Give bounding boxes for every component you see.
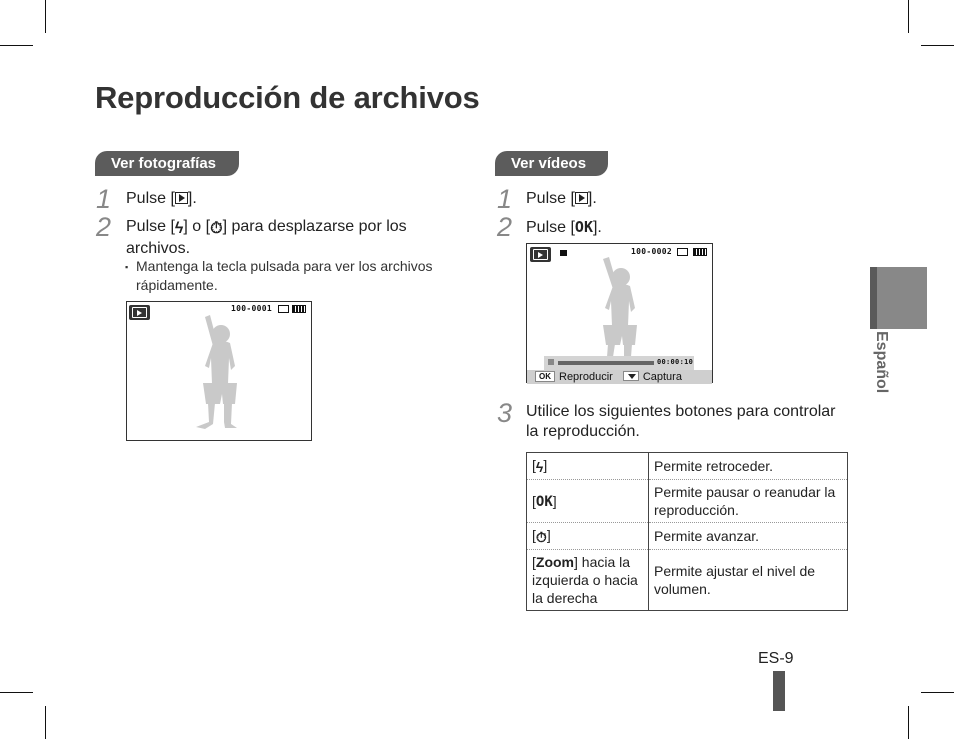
step-number: 2 [96,212,112,242]
down-key-icon [623,371,639,381]
section-tab-photos: Ver fotografías [95,151,239,176]
step-text: Pulse [OK]. [526,218,602,236]
table-row [527,523,848,550]
ok-button-icon: OK [535,493,553,510]
step-number: 1 [497,184,513,214]
page-number: ES-9 [758,650,794,667]
step-number: 3 [497,398,513,428]
table-row [527,480,848,523]
language-label: Español [873,331,890,394]
page-number-bar [773,671,785,711]
bullet-text: Mantenga la tecla pulsada para ver los archivos rápidamente. [136,258,433,293]
progress-track [558,361,654,365]
crop-mark [0,692,33,693]
crop-mark [45,0,46,33]
table-cell-desc: Permite retroceder. [654,458,774,474]
table-row [527,453,848,480]
flash-icon: ϟ [535,459,544,475]
file-number: 100-0002 [631,247,672,256]
table-cell-desc: Permite pausar o reanudar la reproducción. [649,480,848,523]
play-icon [575,192,588,204]
photo-playback-screen [126,301,312,441]
language-tab [870,267,927,329]
table-cell-desc: Permite avanzar. [649,523,848,550]
ok-button-icon: OK [574,218,593,236]
bullet-marker: ▪ [125,262,129,272]
video-progress-bar [544,356,694,370]
step-text: Pulse [ϟ] o [⏱] para desplazarse por los archivos. [126,218,407,257]
section-tab-videos: Ver vídeos [495,151,608,176]
step-number: 2 [497,212,513,242]
crop-mark [908,706,909,739]
play-icon [175,192,188,204]
table-cell-desc: Permite ajustar el nivel de volumen. [649,550,848,611]
video-playback-screen [526,243,713,383]
crop-mark [0,45,33,46]
boy-silhouette-image [127,302,313,442]
table-cell-key: [⏱] [527,523,649,550]
table-cell-key: [Zoom] hacia la izquierda o hacia la derecha [527,550,649,611]
crop-mark [921,45,954,46]
crop-mark [908,0,909,33]
page-title: Reproducción de archivos [95,80,480,115]
play-label: Reproducir [559,371,613,383]
file-number: 100-0001 [231,304,272,313]
timer-icon: ⏱ [535,529,547,545]
ok-key-icon: OK [535,371,555,382]
step-text: Pulse [ ]. [526,190,597,207]
flash-icon: ϟ [174,220,184,237]
language-tab-edge [870,267,877,329]
step-number: 1 [96,184,112,214]
step-text: Utilice los siguientes botones para controlar la reproducción. [526,403,836,440]
playback-controls-bar [527,370,712,384]
step-text: Pulse [ ]. [126,190,197,207]
crop-mark [45,706,46,739]
table-row [527,550,848,611]
capture-label: Captura [642,371,682,383]
table-cell-key: [OK] [527,480,649,523]
table-cell-key: [ϟ] [527,453,649,480]
crop-mark [921,692,954,693]
stop-icon [548,359,554,365]
timer-icon: ⏱ [210,220,223,237]
controls-table [526,452,848,611]
elapsed-time: 00:00:10 [657,358,694,366]
